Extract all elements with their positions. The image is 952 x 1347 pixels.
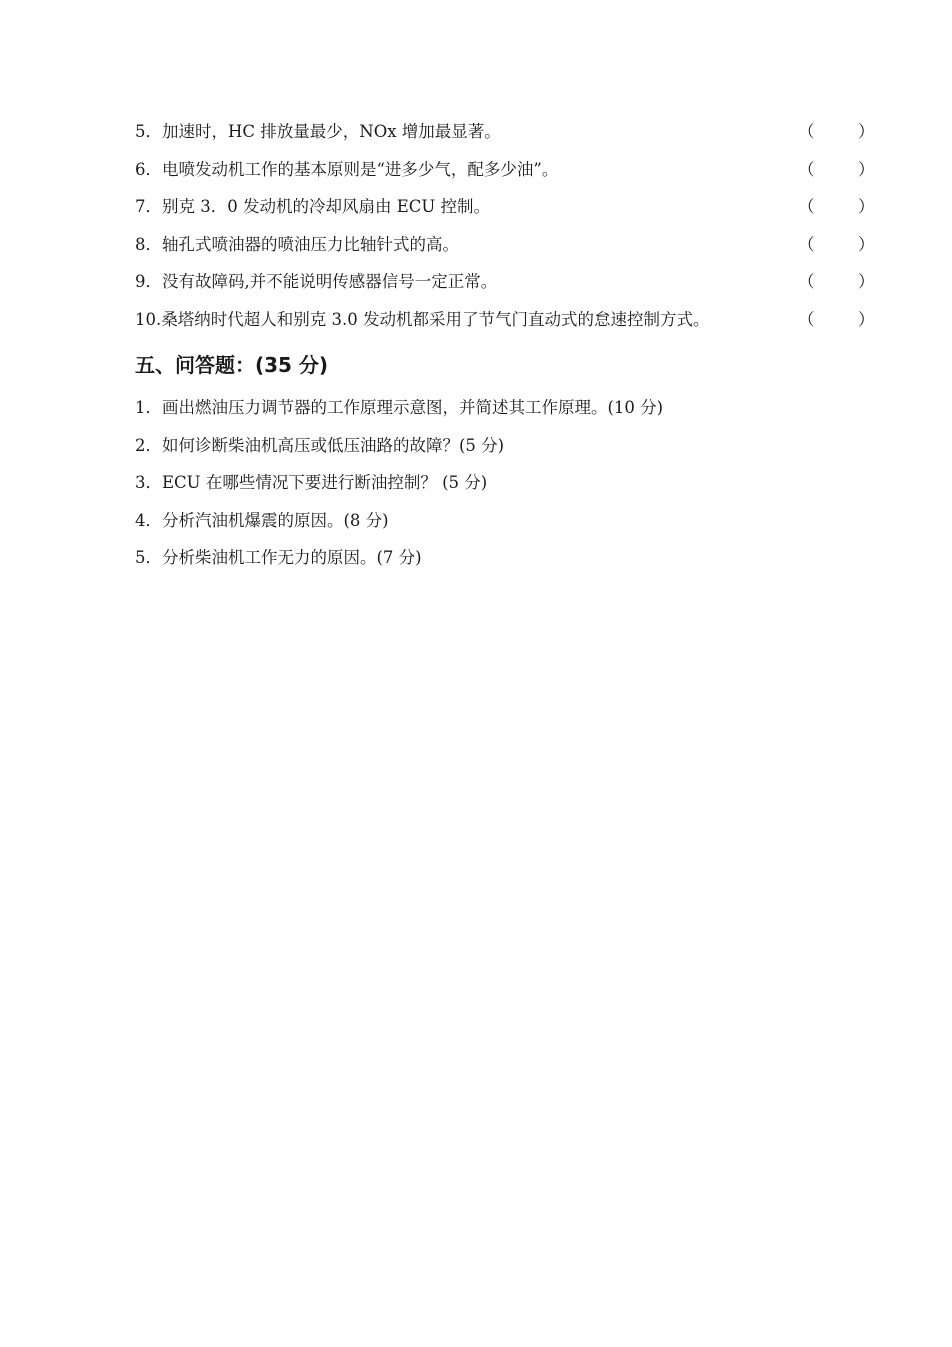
section-title: 五、问答题：(35 分)	[135, 353, 329, 377]
true-false-item-6	[135, 157, 875, 195]
question-item: 5．分析柴油机工作无力的原因。(7 分)	[135, 548, 422, 567]
true-false-item-8	[135, 232, 875, 270]
true-false-item-text: 10.桑塔纳时代超人和别克 3.0 发动机都采用了节气门直动式的怠速控制方式。	[135, 309, 710, 329]
question-item: 1．画出燃油压力调节器的工作原理示意图，并简述其工作原理。(10 分)	[135, 398, 664, 417]
question-item: 2．如何诊断柴油机高压或低压油路的故障？(5 分)	[135, 435, 505, 455]
true-false-item-5	[135, 119, 875, 157]
answer-paren-close: ）	[858, 122, 875, 141]
true-false-list	[135, 119, 875, 345]
answer-paren-close: ）	[858, 234, 875, 254]
answer-paren-close: ）	[858, 272, 875, 292]
answer-paren-open: （	[798, 159, 815, 179]
true-false-item-text: 9．没有故障码,并不能说明传感器信号一定正常。	[135, 272, 498, 292]
answer-paren-open: （	[798, 197, 815, 217]
answer-paren-close: ）	[858, 197, 875, 217]
answer-paren-open: （	[798, 122, 815, 141]
true-false-item-text: 7．别克 3．0 发动机的冷却风扇由 ECU 控制。	[135, 197, 491, 217]
true-false-item-text: 8．轴孔式喷油器的喷油压力比轴针式的高。	[135, 234, 459, 254]
question-item: 3．ECU 在哪些情况下要进行断油控制？ (5 分)	[135, 473, 488, 492]
true-false-item-text: 5．加速时，HC 排放量最少，NOx 增加最显著。	[135, 122, 501, 141]
question-item: 4．分析汽油机爆震的原因。(8 分)	[135, 510, 389, 530]
answer-paren-open: （	[798, 272, 815, 292]
answer-paren-close: ）	[858, 309, 875, 329]
answer-paren-close: ）	[858, 159, 875, 179]
answer-paren-open: （	[798, 309, 815, 329]
true-false-item-10	[135, 307, 875, 345]
true-false-item-7	[135, 194, 875, 232]
answer-paren-open: （	[798, 234, 815, 254]
true-false-item-9	[135, 269, 875, 307]
true-false-item-text: 6．电喷发动机工作的基本原则是“进多少气，配多少油”。	[135, 159, 559, 179]
question-list	[135, 395, 870, 583]
